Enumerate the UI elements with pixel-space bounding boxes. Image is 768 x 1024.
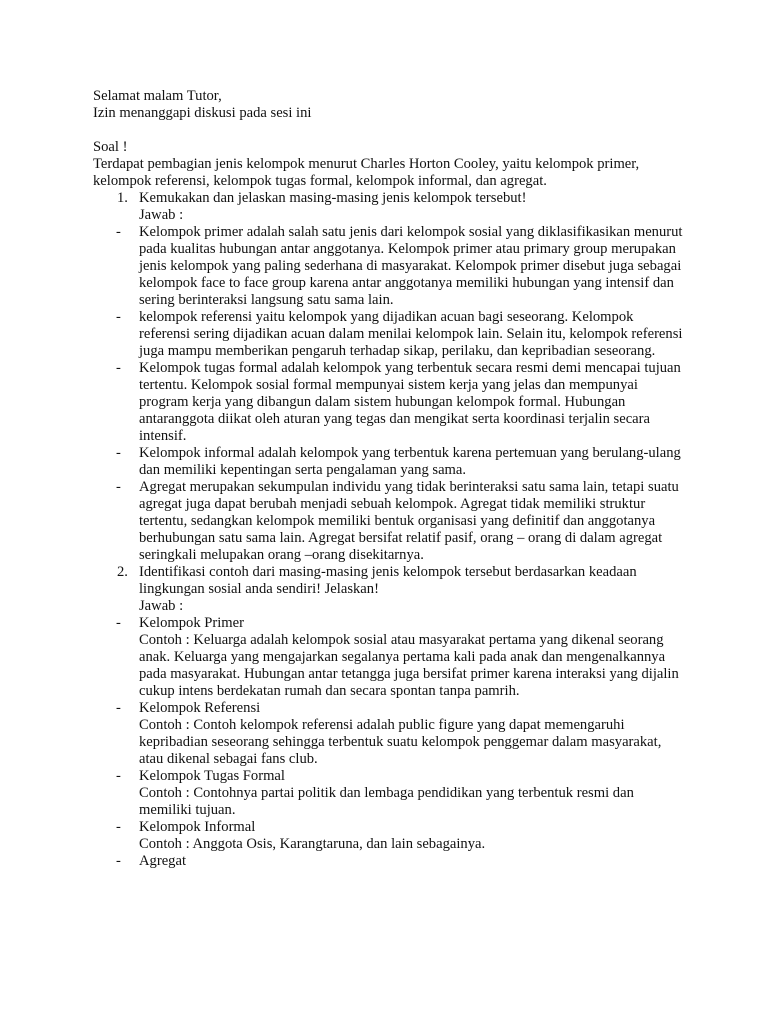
example-title: Kelompok Referensi <box>139 700 261 716</box>
question-text: Kemukakan dan jelaskan masing-masing jenis kelompok tersebut! <box>139 190 527 206</box>
soal-heading: Soal ! <box>93 139 128 155</box>
question-number: 1. <box>117 190 128 206</box>
answer-text: kelompok referensi yaitu kelompok yang dijadikan acuan bagi seseorang. Kelompok referensi sering dijadikan acuan dalam menilai kelompok lain. Selain itu, kelompok referensi juga mampu memberikan pengaruh terhadap sikap, perilaku, dan kepribadian seseorang. <box>139 309 683 359</box>
dash-bullet: - <box>116 479 121 495</box>
dash-bullet: - <box>116 768 121 784</box>
greeting-line: Selamat malam Tutor, <box>93 88 222 104</box>
question-number: 2. <box>117 564 128 580</box>
question-2 <box>93 564 683 615</box>
example-item <box>93 768 683 819</box>
dash-bullet: - <box>116 360 121 376</box>
example-item <box>93 700 683 768</box>
answer-label: Jawab : <box>139 207 184 223</box>
answer-item <box>93 360 683 445</box>
question-text: Identifikasi contoh dari masing-masing jenis kelompok tersebut berdasarkan keadaan lingkungan sosial anda sendiri! Jelaskan! <box>139 564 637 597</box>
answer-label: Jawab : <box>139 598 184 614</box>
answer-text: Kelompok informal adalah kelompok yang terbentuk karena pertemuan yang berulang-ulang dan memiliki kepentingan serta pengalaman yang sama. <box>139 445 681 478</box>
example-text: Contoh : Keluarga adalah kelompok sosial atau masyarakat pertama yang dikenal seorang anak. Keluarga yang mengajarkan segalanya pertama kali pada anak dan mengenalkannya pada masyarakat. Hubungan antar tetangga juga bersifat primer karena interaksi yang dijalin cukup intens berdekatan rumah dan secara spontan tanpa pamrih. <box>139 632 679 699</box>
dash-bullet: - <box>116 309 121 325</box>
spacer <box>93 122 683 139</box>
example-item <box>93 853 683 870</box>
dash-bullet: - <box>116 819 121 835</box>
answer-item <box>93 445 683 479</box>
dash-bullet: - <box>116 224 121 240</box>
answer-item <box>93 309 683 360</box>
question-1 <box>93 190 683 224</box>
example-title: Kelompok Informal <box>139 819 256 835</box>
example-title: Kelompok Tugas Formal <box>139 768 285 784</box>
dash-bullet: - <box>116 700 121 716</box>
answer-text: Kelompok primer adalah salah satu jenis dari kelompok sosial yang diklasifikasikan menurut pada kualitas hubungan antar anggotanya. Kelompok primer atau primary group merupakan jenis kelompok yang paling sederhana di masyarakat. Kelompok primer disebut juga sebagai kelompok face to face group karena antar anggotanya memiliki hubungan yang intensif dan sering berinteraksi langsung satu sama lain. <box>139 224 683 308</box>
example-title: Agregat <box>139 853 187 869</box>
dash-bullet: - <box>116 445 121 461</box>
document-page <box>93 88 683 870</box>
answer-item <box>93 479 683 564</box>
example-text: Contoh : Anggota Osis, Karangtaruna, dan lain sebagainya. <box>139 836 486 852</box>
dash-bullet: - <box>116 853 121 869</box>
example-title: Kelompok Primer <box>139 615 244 631</box>
answer-text: Agregat merupakan sekumpulan individu yang tidak berinteraksi satu sama lain, tetapi suatu agregat juga dapat berubah menjadi sebuah kelompok. Agregat tidak memiliki struktur tertentu, sedangkan kelompok memiliki bentuk organisasi yang definitif dan anggotanya berhubungan satu sama lain. Agregat bersifat relatif pasif, orang – orang di dalam agregat seringkali melupakan orang –orang disekitarnya. <box>139 479 679 563</box>
example-text: Contoh : Contohnya partai politik dan lembaga pendidikan yang terbentuk resmi dan memiliki tujuan. <box>139 785 634 818</box>
example-item <box>93 819 683 853</box>
example-item <box>93 615 683 700</box>
answer-text: Kelompok tugas formal adalah kelompok yang terbentuk secara resmi demi mencapai tujuan tertentu. Kelompok sosial formal mempunyai sistem kerja yang jelas dan mempunyai program kerja yang dibangun dalam sistem hubungan kelompok formal. Hubungan antaranggota diikat oleh aturan yang tegas dan mengikat serta koordinasi terjalin secara intensif. <box>139 360 681 444</box>
example-text: Contoh : Contoh kelompok referensi adalah public figure yang dapat memengaruhi kepribadian seseorang sehingga terbentuk suatu kelompok penggemar dalam masyarakat, atau dikenal sebagai fans club. <box>139 717 662 767</box>
greeting-line: Izin menanggapi diskusi pada sesi ini <box>93 105 312 121</box>
answer-item <box>93 224 683 309</box>
soal-intro: Terdapat pembagian jenis kelompok menurut Charles Horton Cooley, yaitu kelompok primer, kelompok referensi, kelompok tugas formal, kelompok informal, dan agregat. <box>93 156 640 189</box>
dash-bullet: - <box>116 615 121 631</box>
